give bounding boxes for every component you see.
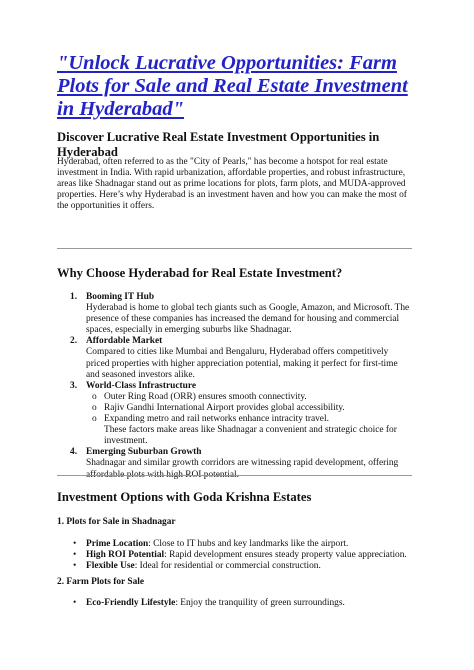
bullet-icon: • xyxy=(73,550,77,561)
list-number: 4. xyxy=(70,447,78,458)
item-label: Prime Location xyxy=(86,539,149,549)
circle-bullet-icon: o xyxy=(92,391,97,402)
sub-list-item xyxy=(86,414,412,425)
section-1-heading: 1. Plots for Sale in Shadnagar xyxy=(57,517,176,527)
item-text: : Enjoy the tranquility of green surroundings. xyxy=(175,598,345,608)
sub-list-item xyxy=(86,392,412,403)
intro-paragraph: Hyderabad, often referred to as the "City of Pearls," has become a hotspot for real estate investment in India. With rapid urbanization, affordable properties, and robust infrastructure, areas like Shadnagar stand out as prime locations for plots, farm plots, and MUDA-approved properties. Here’s why Hyderabad is an investment haven and how you can make the most of the opportunities it offers. xyxy=(57,157,407,212)
why-item-3 xyxy=(57,381,412,448)
item-text: : Ideal for residential or commercial construction. xyxy=(134,561,321,572)
why-item-body: Hyderabad is home to global tech giants such as Google, Amazon, and Microsoft. The presence of these companies has increased the demand for housing and commercial spaces, especially in emerging suburbs like Shadnagar. xyxy=(86,303,410,336)
list-number: 2. xyxy=(70,336,78,347)
intro-heading: Discover Lucrative Real Estate Investment Opportunities in Hyderabad xyxy=(57,130,380,159)
item-label: High ROI Potential xyxy=(86,550,165,561)
section-2-heading: 2. Farm Plots for Sale xyxy=(57,577,145,587)
sub-item-text: Rajiv Gandhi International Airport provides global accessibility. xyxy=(104,402,345,413)
why-item-2 xyxy=(57,336,412,380)
list-number: 3. xyxy=(70,380,78,391)
why-item-body: Compared to cities like Mumbai and Bengaluru, Hyderabad offers competitively priced properties with higher appreciation potential, making it perfect for first-time and seasoned investors alike. xyxy=(86,347,398,380)
list-item xyxy=(57,561,412,572)
options-heading: Investment Options with Goda Krishna Estates xyxy=(57,490,312,504)
item-label: Flexible Use xyxy=(86,561,135,572)
list-item xyxy=(57,550,412,561)
bullet-icon: • xyxy=(73,539,77,549)
why-item-title: Booming IT Hub xyxy=(86,292,155,302)
bullet-icon: • xyxy=(73,561,77,572)
divider-2 xyxy=(57,475,412,476)
item-text: : Close to IT hubs and key landmarks like the airport. xyxy=(148,539,349,549)
why-item-body: Shadnagar and similar growth corridors are witnessing rapid development, offering affordable plots with high ROI potential. xyxy=(86,458,399,480)
circle-bullet-icon: o xyxy=(92,414,97,425)
section-1-list xyxy=(57,539,412,572)
why-list xyxy=(57,292,412,481)
list-number: 1. xyxy=(70,292,78,302)
why-item-title: Affordable Market xyxy=(86,336,163,347)
sub-item-text: Outer Ring Road (ORR) ensures smooth connectivity. xyxy=(104,391,307,402)
list-item xyxy=(57,539,412,550)
bullet-icon: • xyxy=(73,598,77,608)
why-heading: Why Choose Hyderabad for Real Estate Investment? xyxy=(57,266,343,280)
item-label: Eco-Friendly Lifestyle xyxy=(86,598,176,608)
why-item-note: These factors make areas like Shadnagar a convenient and strategic choice for investment. xyxy=(104,425,397,447)
list-item xyxy=(57,598,412,609)
sub-list-item xyxy=(86,403,412,414)
circle-bullet-icon: o xyxy=(92,402,97,413)
sub-item-text: Expanding metro and rail networks enhance intracity travel. xyxy=(104,414,329,425)
document-title: "Unlock Lucrative Opportunities: Farm Plots for Sale and Real Estate Investment in Hyderabad" xyxy=(57,52,408,120)
section-2-list xyxy=(57,598,412,609)
why-item-title: Emerging Suburban Growth xyxy=(86,447,202,458)
divider-1 xyxy=(57,248,412,249)
why-item-title: World-Class Infrastructure xyxy=(86,380,196,391)
item-text: : Rapid development ensures steady property value appreciation. xyxy=(164,550,407,561)
why-item-1 xyxy=(57,292,412,336)
